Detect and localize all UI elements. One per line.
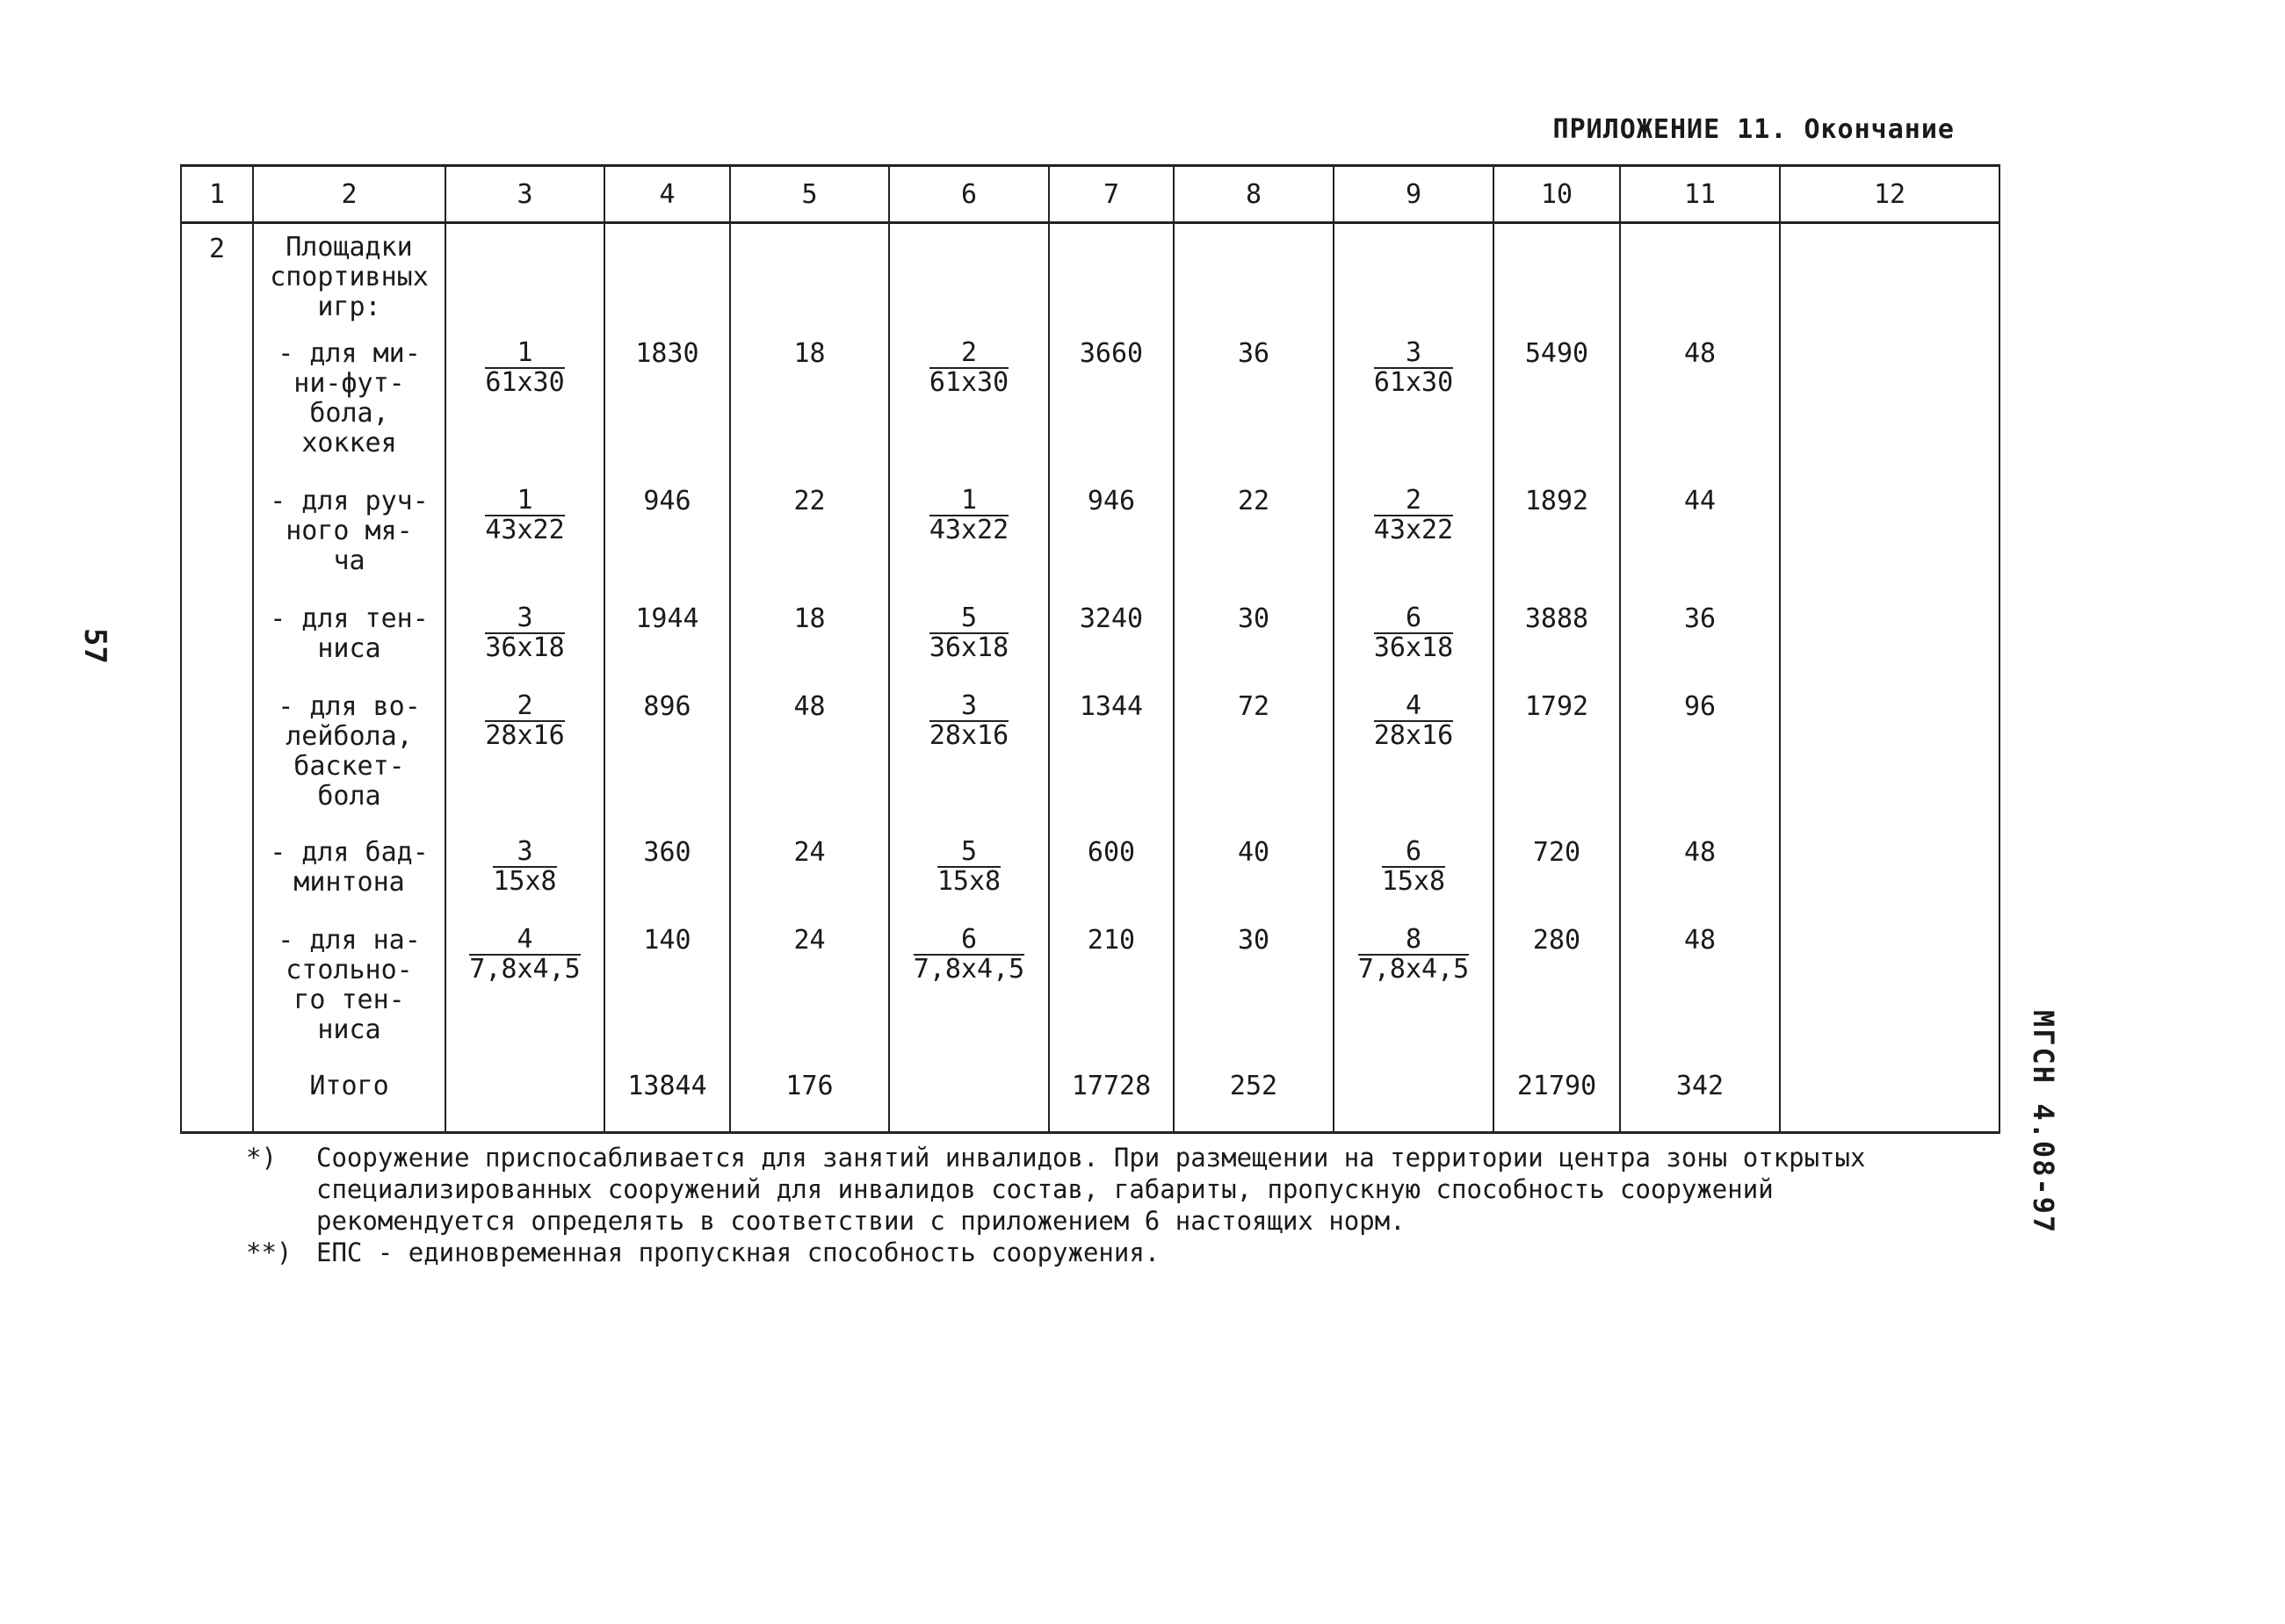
fraction-cell: $\frac{2}{28x16}$ (485, 689, 565, 751)
table-row (181, 604, 1999, 692)
cell: 360 (604, 838, 730, 926)
table-row (181, 692, 1999, 838)
fraction-cell: $\frac{6}{15x8}$ (1381, 835, 1446, 897)
fraction-cell: $\frac{3}{15x8}$ (493, 835, 557, 897)
cell: 40 (1174, 838, 1334, 926)
fraction-cell: $\frac{3}{28x16}$ (929, 689, 1009, 751)
page-title: ПРИЛОЖЕНИЕ 11. Окончание (1552, 114, 1955, 145)
cell: 1892 (1493, 487, 1620, 604)
total-label: Итого (253, 1072, 445, 1133)
cell: 140 (604, 926, 730, 1072)
total-row (181, 1072, 1999, 1133)
cell: 44 (1620, 487, 1780, 604)
table-row (181, 339, 1999, 487)
cell: 36 (1174, 339, 1334, 487)
column-header: 10 (1493, 166, 1620, 223)
column-number-row (181, 166, 1999, 223)
footnote (246, 1237, 1985, 1268)
cell: 18 (730, 604, 889, 692)
cell: 48 (1620, 926, 1780, 1072)
cell: 342 (1620, 1072, 1780, 1133)
cell: 36 (1620, 604, 1780, 692)
cell: 896 (604, 692, 730, 838)
fraction-cell: $\frac{6}{7,8x4,5}$ (913, 923, 1025, 985)
fraction-cell: $\frac{4}{7,8x4,5}$ (469, 923, 581, 985)
cell: 18 (730, 339, 889, 487)
cell: 720 (1493, 838, 1620, 926)
row-name: - для ми- ни-фут- бола, хоккея (253, 339, 445, 487)
cell: 946 (604, 487, 730, 604)
cell: 17728 (1049, 1072, 1174, 1133)
row-name: - для на- стольно- го тен- ниса (253, 926, 445, 1072)
column-header: 7 (1049, 166, 1174, 223)
cell: 72 (1174, 692, 1334, 838)
cell: 210 (1049, 926, 1174, 1072)
fraction-cell: $\frac{3}{61x30}$ (1373, 336, 1454, 398)
fraction-cell: $\frac{1}{43x22}$ (929, 484, 1009, 545)
cell: 946 (1049, 487, 1174, 604)
cell: 5490 (1493, 339, 1620, 487)
group-row (181, 223, 1999, 339)
column-header: 4 (604, 166, 730, 223)
column-header: 3 (445, 166, 604, 223)
row-name: - для руч- ного мя- ча (253, 487, 445, 604)
cell: 22 (1174, 487, 1334, 604)
column-header: 5 (730, 166, 889, 223)
cell: 48 (1620, 339, 1780, 487)
fraction-cell: $\frac{1}{43x22}$ (485, 484, 565, 545)
cell: 3888 (1493, 604, 1620, 692)
column-header: 6 (889, 166, 1049, 223)
column-header: 11 (1620, 166, 1780, 223)
cell: 21790 (1493, 1072, 1620, 1133)
data-table (180, 164, 2000, 1134)
row-name: - для бад- минтона (253, 838, 445, 926)
row-name: - для тен- ниса (253, 604, 445, 692)
column-header: 12 (1780, 166, 1999, 223)
fraction-cell: $\frac{6}{36x18}$ (1373, 602, 1454, 663)
group-name: Площадки спортивных игр: (253, 223, 445, 339)
cell: 24 (730, 838, 889, 926)
cell: 1792 (1493, 692, 1620, 838)
fraction-cell: $\frac{5}{36x18}$ (929, 602, 1009, 663)
cell: 30 (1174, 926, 1334, 1072)
column-header: 1 (181, 166, 253, 223)
fraction-cell: $\frac{3}{36x18}$ (485, 602, 565, 663)
cell: 22 (730, 487, 889, 604)
footnote-text: ЕПС - единовременная пропускная способность сооружения. (316, 1238, 1161, 1267)
row-name: - для во- лейбола, баскет- бола (253, 692, 445, 838)
page-number: 57 (77, 628, 112, 664)
cell: 13844 (604, 1072, 730, 1133)
fraction-cell: $\frac{2}{61x30}$ (929, 336, 1009, 398)
cell: 3240 (1049, 604, 1174, 692)
footnote-mark: **) (246, 1238, 293, 1267)
cell: 3660 (1049, 339, 1174, 487)
column-header: 9 (1334, 166, 1493, 223)
fraction-cell: $\frac{5}{15x8}$ (936, 835, 1001, 897)
cell: 96 (1620, 692, 1780, 838)
table-row (181, 926, 1999, 1072)
footnote-text: Сооружение приспосабливается для занятий инвалидов. При размещении на территории центра зоны открытых специализированных сооружений для инвалидов состав, габариты, пропускную способность сооружений рекомендуется определять в соответствии с приложением 6 настоящих норм. (316, 1143, 1866, 1236)
cell: 24 (730, 926, 889, 1072)
cell: 1830 (604, 339, 730, 487)
fraction-cell: $\frac{8}{7,8x4,5}$ (1357, 923, 1470, 985)
cell: 48 (730, 692, 889, 838)
cell: 48 (1620, 838, 1780, 926)
table-row (181, 487, 1999, 604)
group-number: 2 (181, 223, 253, 339)
document-code: МГСН 4.08-97 (2027, 1010, 2060, 1235)
footnote-mark: *) (246, 1143, 277, 1173)
cell: 280 (1493, 926, 1620, 1072)
cell: 1344 (1049, 692, 1174, 838)
cell: 176 (730, 1072, 889, 1133)
table-row (181, 838, 1999, 926)
cell: 600 (1049, 838, 1174, 926)
cell: 252 (1174, 1072, 1334, 1133)
column-header: 2 (253, 166, 445, 223)
fraction-cell: $\frac{1}{61x30}$ (485, 336, 565, 398)
column-header: 8 (1174, 166, 1334, 223)
cell: 1944 (604, 604, 730, 692)
footnotes (246, 1142, 1985, 1268)
fraction-cell: $\frac{2}{43x22}$ (1373, 484, 1454, 545)
cell: 30 (1174, 604, 1334, 692)
fraction-cell: $\frac{4}{28x16}$ (1373, 689, 1454, 751)
footnote (246, 1142, 1985, 1237)
